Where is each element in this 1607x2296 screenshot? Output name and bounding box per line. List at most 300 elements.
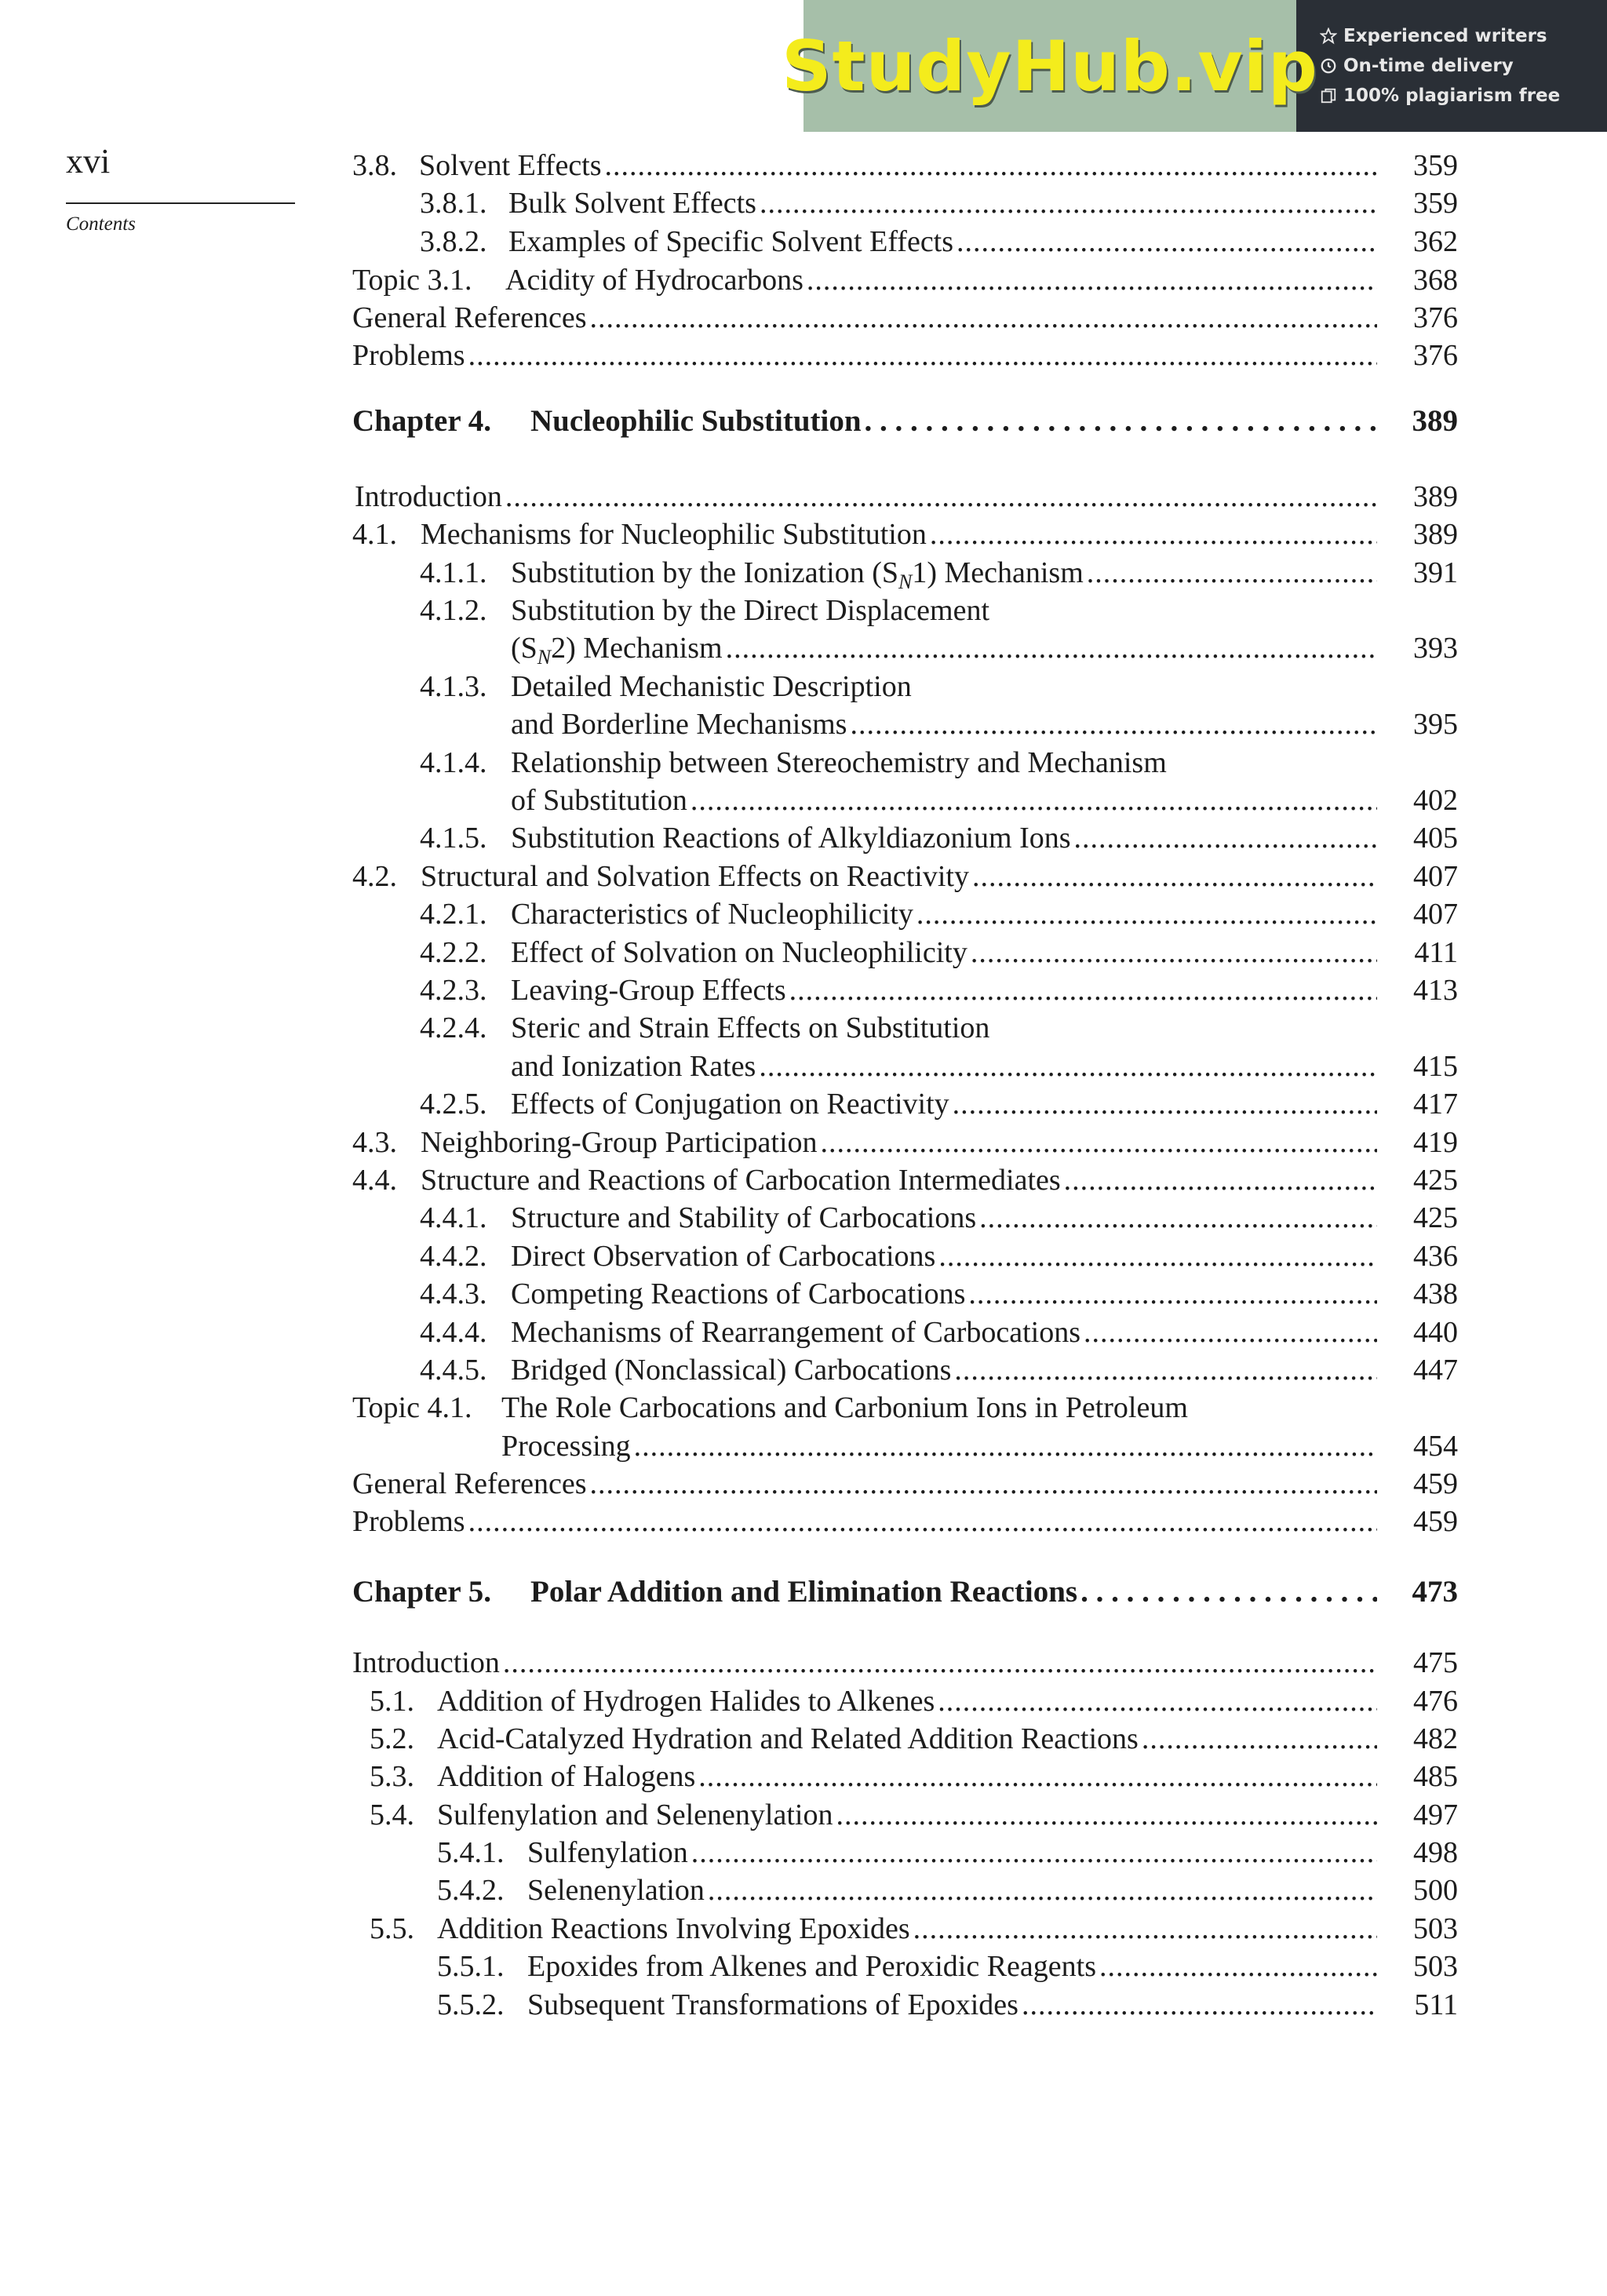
entry-number: 4.1.4.	[420, 746, 487, 779]
dot-leader	[1080, 1573, 1377, 1611]
page-number: 362	[1413, 225, 1458, 258]
entry-title-text: (S	[511, 632, 537, 665]
dot-leader	[590, 1465, 1377, 1503]
page-number: 415	[1413, 1050, 1458, 1083]
entry-title	[419, 147, 602, 184]
feature-item	[1320, 86, 1607, 106]
entry-title-leader	[508, 223, 1377, 261]
entry-title-text: Nucleophilic Substitution	[530, 404, 862, 438]
entry-title	[501, 1389, 1188, 1427]
entry-title	[530, 1573, 1077, 1611]
entry-title	[352, 1503, 465, 1540]
entry-title	[511, 934, 967, 971]
entry-title-leader	[352, 1644, 1377, 1682]
entry-number: 4.4.4.	[420, 1316, 487, 1349]
toc-entry	[0, 1314, 1607, 1351]
entry-title	[511, 629, 723, 667]
page-number: 497	[1413, 1799, 1458, 1831]
entry-title-text: Subsequent Transformations of Epoxides	[527, 1988, 1018, 2021]
feature-item	[1320, 26, 1607, 46]
page-number: 389	[1413, 518, 1458, 551]
entry-title-text: 2) Mechanism	[551, 632, 723, 665]
dot-leader	[865, 403, 1377, 440]
entry-title-leader	[355, 478, 1377, 516]
toc-entry	[0, 1351, 1607, 1389]
entry-title-text: Bridged (Nonclassical) Carbocations	[511, 1354, 952, 1387]
entry-title-text: Detailed Mechanistic Description	[511, 670, 912, 703]
dot-leader	[1084, 1314, 1377, 1351]
entry-title-leader	[352, 1503, 1377, 1540]
page-number: 498	[1413, 1836, 1458, 1869]
brand-name: StudyHub.vip	[782, 25, 1318, 107]
toc-entry	[0, 478, 1607, 516]
toc-entry	[0, 592, 1607, 629]
page-number: 473	[1412, 1575, 1458, 1609]
entry-title-text: General References	[352, 301, 587, 334]
entry-title-leader	[505, 261, 1377, 299]
page-number: 389	[1412, 404, 1458, 438]
entry-title-leader	[511, 668, 1377, 705]
entry-title-text: Processing	[501, 1430, 631, 1463]
entry-number: Chapter 5.	[352, 1575, 491, 1609]
entry-title	[511, 1275, 965, 1313]
entry-title-leader	[527, 1834, 1377, 1871]
toc-entry	[0, 1048, 1607, 1085]
dot-leader	[954, 1351, 1377, 1389]
dot-leader	[1142, 1720, 1377, 1758]
entry-number: 3.8.2.	[420, 225, 487, 258]
entry-title-text: Substitution Reactions of Alkyldiazonium Ions	[511, 822, 1071, 855]
entry-title-text: Acidity of Hydrocarbons	[505, 264, 804, 297]
entry-number: 5.4.1.	[437, 1836, 505, 1869]
toc-entry	[0, 184, 1607, 222]
dot-leader	[1074, 819, 1377, 857]
entry-title-leader	[511, 1351, 1377, 1389]
entry-title-text: Neighboring-Group Participation	[421, 1126, 818, 1159]
toc-entry	[0, 1758, 1607, 1795]
entry-title-leader	[511, 705, 1377, 743]
entry-title-leader	[511, 1085, 1377, 1123]
entry-number: 4.1.3.	[420, 670, 487, 703]
entry-title-leader	[511, 1314, 1377, 1351]
entry-title-text: Direct Observation of Carbocations	[511, 1240, 936, 1273]
entry-title	[352, 299, 587, 337]
entry-title-leader	[421, 1124, 1377, 1161]
entry-title-leader	[437, 1758, 1377, 1795]
entry-title-leader	[511, 1009, 1377, 1047]
dot-leader	[1064, 1161, 1377, 1199]
toc-entry	[0, 629, 1607, 667]
chapter-heading	[0, 1573, 1607, 1611]
toc-entry	[0, 1834, 1607, 1871]
entry-title-leader	[511, 744, 1377, 782]
entry-title-text: Sulfenylation	[527, 1836, 688, 1869]
entry-title-text: Relationship between Stereochemistry and Mechanism	[511, 746, 1167, 779]
entry-number: 4.2.4.	[420, 1011, 487, 1044]
dot-leader	[605, 147, 1377, 184]
entry-title	[530, 403, 862, 440]
chapter-heading	[0, 403, 1607, 440]
entry-title	[511, 819, 1071, 857]
entry-title-text: Mechanisms of Rearrangement of Carbocations	[511, 1316, 1080, 1349]
entry-title	[352, 337, 465, 374]
toc-entry	[0, 1199, 1607, 1237]
entry-number: 4.2.3.	[420, 974, 487, 1007]
page-number: 402	[1413, 784, 1458, 817]
entry-title	[527, 1834, 688, 1871]
entry-title-leader	[511, 819, 1377, 857]
page-number: 503	[1413, 1950, 1458, 1983]
entry-number: 4.1.5.	[420, 822, 487, 855]
page-number: 503	[1413, 1912, 1458, 1945]
entry-title	[501, 1427, 631, 1465]
page-number: 425	[1413, 1201, 1458, 1234]
entry-title-text: Problems	[352, 1505, 465, 1538]
entry-title	[508, 223, 953, 261]
entry-title	[437, 1758, 695, 1795]
entry-number: 4.2.2.	[420, 936, 487, 969]
toc-entry	[0, 337, 1607, 374]
entry-number: 5.5.2.	[437, 1988, 505, 2021]
toc-entry	[0, 1871, 1607, 1909]
entry-title-text: Effects of Conjugation on Reactivity	[511, 1088, 949, 1121]
page-number: 438	[1413, 1277, 1458, 1310]
entry-number: 3.8.1.	[420, 187, 487, 220]
entry-number: 3.8.	[352, 149, 397, 182]
entry-title-text: The Role Carbocations and Carbonium Ions in Petroleum	[501, 1391, 1188, 1424]
toc-entry	[0, 1910, 1607, 1948]
entry-title-text: Sulfenylation and Selenenylation	[437, 1799, 833, 1831]
page-number: 417	[1413, 1088, 1458, 1121]
entry-title	[421, 1124, 818, 1161]
dot-leader	[972, 858, 1377, 895]
entry-title-leader	[511, 629, 1377, 667]
star-icon	[1320, 27, 1337, 45]
entry-title	[511, 592, 989, 629]
toc-entry	[0, 782, 1607, 819]
entry-title-leader	[511, 1237, 1377, 1275]
page-number: 376	[1413, 301, 1458, 334]
dot-leader	[957, 223, 1377, 261]
entry-title-leader	[511, 934, 1377, 971]
clock-icon	[1320, 57, 1337, 75]
copy-icon	[1320, 87, 1337, 104]
entry-title	[511, 744, 1167, 782]
entry-title-text: and Ionization Rates	[511, 1050, 756, 1083]
entry-title	[511, 1237, 935, 1275]
entry-number: 5.3.	[370, 1760, 414, 1793]
page-number: 511	[1414, 1988, 1458, 2021]
entry-number: 4.4.3.	[420, 1277, 487, 1310]
feature-list	[1296, 0, 1607, 132]
entry-title-text: Addition of Hydrogen Halides to Alkenes	[437, 1685, 935, 1718]
page-number: 359	[1413, 187, 1458, 220]
entry-title-leader	[437, 1796, 1377, 1834]
dot-leader	[634, 1427, 1377, 1465]
entry-number: 4.1.2.	[420, 594, 487, 627]
entry-title-leader	[511, 1048, 1377, 1085]
entry-number: 5.2.	[370, 1722, 414, 1755]
entry-number: 5.4.	[370, 1799, 414, 1831]
page-number: 391	[1413, 556, 1458, 589]
entry-title-text: Acid-Catalyzed Hydration and Related Addition Reactions	[437, 1722, 1139, 1755]
page-number: 482	[1413, 1722, 1458, 1755]
dot-leader	[468, 1503, 1377, 1540]
entry-title	[511, 782, 687, 819]
dot-leader	[821, 1124, 1377, 1161]
entry-number: 4.2.1.	[420, 898, 487, 931]
entry-title	[437, 1720, 1139, 1758]
page-number: 476	[1413, 1685, 1458, 1718]
entry-title-text: Polar Addition and Elimination Reactions	[530, 1575, 1078, 1609]
entry-title-leader	[352, 337, 1377, 374]
entry-title-text: Structural and Solvation Effects on Reactivity	[421, 860, 969, 893]
entry-title-leader	[421, 516, 1377, 553]
toc-entry	[0, 1465, 1607, 1503]
entry-number: 4.2.	[352, 860, 397, 893]
toc-entry	[0, 1389, 1607, 1427]
feature-label: Experienced writers	[1343, 26, 1547, 46]
entry-title	[511, 668, 912, 705]
entry-title-leader	[437, 1720, 1377, 1758]
entry-title-text: General References	[352, 1467, 587, 1500]
entry-title-leader	[437, 1682, 1377, 1720]
entry-title-leader	[527, 1871, 1377, 1909]
entry-title-leader	[501, 1389, 1377, 1427]
page-number: 440	[1413, 1316, 1458, 1349]
entry-number: 4.4.5.	[420, 1354, 487, 1387]
dot-leader	[836, 1796, 1377, 1834]
dot-leader	[979, 1199, 1377, 1237]
entry-title-leader	[511, 895, 1377, 933]
dot-leader	[503, 1644, 1377, 1682]
subscript: N	[537, 646, 552, 667]
entry-title	[527, 1986, 1018, 2024]
entry-number: 4.4.2.	[420, 1240, 487, 1273]
entry-title-text: Steric and Strain Effects on Substitution	[511, 1011, 990, 1044]
entry-title-text: Mechanisms for Nucleophilic Substitution	[421, 518, 927, 551]
brand-logo	[782, 0, 1318, 132]
entry-title	[352, 1644, 500, 1682]
entry-title-leader	[352, 1465, 1377, 1503]
entry-title-text: Addition of Halogens	[437, 1760, 696, 1793]
page-number: 407	[1413, 860, 1458, 893]
dot-leader	[850, 705, 1377, 743]
subscript: N	[898, 570, 913, 592]
toc-entry	[0, 261, 1607, 299]
entry-title-text: Bulk Solvent Effects	[508, 187, 756, 220]
dot-leader	[759, 1048, 1377, 1085]
toc-entry	[0, 299, 1607, 337]
toc-entry	[0, 971, 1607, 1009]
entry-title-leader	[501, 1427, 1377, 1465]
entry-number: 5.1.	[370, 1685, 414, 1718]
toc-entry	[0, 1237, 1607, 1275]
toc-entry	[0, 1682, 1607, 1720]
page-number: 368	[1413, 264, 1458, 297]
page-number: 407	[1413, 898, 1458, 931]
toc-entry	[0, 934, 1607, 971]
entry-title-text: Introduction	[352, 1646, 500, 1679]
entry-title	[355, 478, 502, 516]
toc-entry	[0, 1161, 1607, 1199]
entry-number: 5.5.	[370, 1912, 414, 1945]
entry-number: Chapter 4.	[352, 404, 491, 438]
toc-entry	[0, 1986, 1607, 2024]
entry-title-leader	[419, 147, 1377, 184]
watermark-banner	[782, 0, 1607, 132]
toc-entry	[0, 858, 1607, 895]
dot-leader	[708, 1871, 1377, 1909]
page-number: 376	[1413, 339, 1458, 372]
dot-leader	[505, 478, 1377, 516]
dot-leader	[1022, 1986, 1377, 2024]
entry-title-leader	[511, 1199, 1377, 1237]
page-number: 413	[1413, 974, 1458, 1007]
toc-entry	[0, 554, 1607, 592]
toc-entry	[0, 1644, 1607, 1682]
page-number: 389	[1413, 480, 1458, 513]
entry-title-text: Addition Reactions Involving Epoxides	[437, 1912, 910, 1945]
entry-title	[505, 261, 804, 299]
toc-entry	[0, 895, 1607, 933]
entry-title	[421, 858, 969, 895]
entry-title-text: Problems	[352, 339, 465, 372]
entry-title-text: Structure and Stability of Carbocations	[511, 1201, 977, 1234]
page-number: 405	[1413, 822, 1458, 855]
toc-entry	[0, 147, 1607, 184]
entry-title-text: Substitution by the Ionization (S	[511, 556, 898, 589]
entry-number: 5.5.1.	[437, 1950, 505, 1983]
entry-title-text: Competing Reactions of Carbocations	[511, 1277, 966, 1310]
page-number: 425	[1413, 1164, 1458, 1197]
entry-number: Topic 4.1.	[352, 1391, 472, 1424]
dot-leader	[938, 1237, 1377, 1275]
toc-entry	[0, 1009, 1607, 1047]
entry-title	[437, 1682, 935, 1720]
entry-title-leader	[527, 1986, 1377, 2024]
entry-number: 5.4.2.	[437, 1874, 505, 1907]
entry-title-text: 1) Mechanism	[912, 556, 1084, 589]
entry-number: 4.1.1.	[420, 556, 487, 589]
page-number: 475	[1413, 1646, 1458, 1679]
entry-title-leader	[511, 971, 1377, 1009]
entry-title	[421, 1161, 1061, 1199]
dot-leader	[971, 934, 1377, 971]
entry-title	[511, 895, 913, 933]
entry-number: 4.4.	[352, 1164, 397, 1197]
entry-title-leader	[437, 1910, 1377, 1948]
dot-leader	[913, 1910, 1377, 1948]
page-number: 395	[1413, 708, 1458, 741]
dot-leader	[968, 1275, 1377, 1313]
entry-title-text: Examples of Specific Solvent Effects	[508, 225, 954, 258]
entry-title-text: Epoxides from Alkenes and Peroxidic Reagents	[527, 1950, 1097, 1983]
entry-title-leader	[511, 1275, 1377, 1313]
toc-entry	[0, 705, 1607, 743]
dot-leader	[698, 1758, 1377, 1795]
toc-entry	[0, 1085, 1607, 1123]
entry-title-leader	[530, 1573, 1377, 1611]
entry-title-text: Leaving-Group Effects	[511, 974, 786, 1007]
feature-item	[1320, 56, 1607, 76]
entry-title	[511, 705, 847, 743]
entry-title	[511, 1009, 989, 1047]
toc-entry	[0, 516, 1607, 553]
dot-leader	[953, 1085, 1377, 1123]
toc-entry	[0, 1720, 1607, 1758]
page-number: 485	[1413, 1760, 1458, 1793]
dot-leader	[938, 1682, 1377, 1720]
page-number: 411	[1414, 936, 1458, 969]
entry-title	[508, 184, 756, 222]
entry-title-text: Effect of Solvation on Nucleophilicity	[511, 936, 967, 969]
entry-title	[421, 516, 927, 553]
entry-title-text: of Substitution	[511, 784, 687, 817]
dot-leader	[1087, 554, 1377, 592]
dot-leader	[760, 184, 1377, 222]
entry-number: 4.2.5.	[420, 1088, 487, 1121]
page-number: xvi	[66, 142, 111, 180]
entry-title	[527, 1948, 1096, 1985]
page-number: 436	[1413, 1240, 1458, 1273]
entry-title-text: Structure and Reactions of Carbocation Intermediates	[421, 1164, 1061, 1197]
entry-title-leader	[508, 184, 1377, 222]
toc-entry	[0, 1275, 1607, 1313]
entry-title-leader	[511, 554, 1377, 592]
dot-leader	[691, 1834, 1377, 1871]
toc-entry	[0, 1124, 1607, 1161]
toc-entry	[0, 1796, 1607, 1834]
entry-title	[527, 1871, 705, 1909]
entry-title-text: Solvent Effects	[419, 149, 602, 182]
entry-number: 4.3.	[352, 1126, 397, 1159]
entry-title-text: Characteristics of Nucleophilicity	[511, 898, 913, 931]
entry-title	[511, 1085, 949, 1123]
dot-leader	[807, 261, 1377, 299]
entry-number: 4.1.	[352, 518, 397, 551]
dot-leader	[930, 516, 1377, 553]
entry-title-leader	[511, 592, 1377, 629]
dot-leader	[726, 629, 1377, 667]
dot-leader	[789, 971, 1377, 1009]
dot-leader	[1099, 1948, 1377, 1985]
page-number: 447	[1413, 1354, 1458, 1387]
entry-title-leader	[511, 782, 1377, 819]
dot-leader	[691, 782, 1377, 819]
page-number: 459	[1413, 1467, 1458, 1500]
dot-leader	[916, 895, 1377, 933]
toc-entry	[0, 1427, 1607, 1465]
entry-title-leader	[527, 1948, 1377, 1985]
page-number: 454	[1413, 1430, 1458, 1463]
toc-entry	[0, 744, 1607, 782]
entry-title-text: Selenenylation	[527, 1874, 705, 1907]
entry-title-leader	[421, 858, 1377, 895]
toc-entry	[0, 1948, 1607, 1985]
entry-title	[511, 1314, 1080, 1351]
entry-title	[511, 554, 1084, 592]
feature-label: 100% plagiarism free	[1343, 86, 1561, 106]
entry-title	[511, 971, 786, 1009]
toc-entry	[0, 819, 1607, 857]
entry-title-leader	[530, 403, 1377, 440]
entry-title	[511, 1048, 756, 1085]
entry-title	[352, 1465, 587, 1503]
page-number: 359	[1413, 149, 1458, 182]
entry-number: Topic 3.1.	[352, 264, 472, 297]
page-number: 500	[1413, 1874, 1458, 1907]
